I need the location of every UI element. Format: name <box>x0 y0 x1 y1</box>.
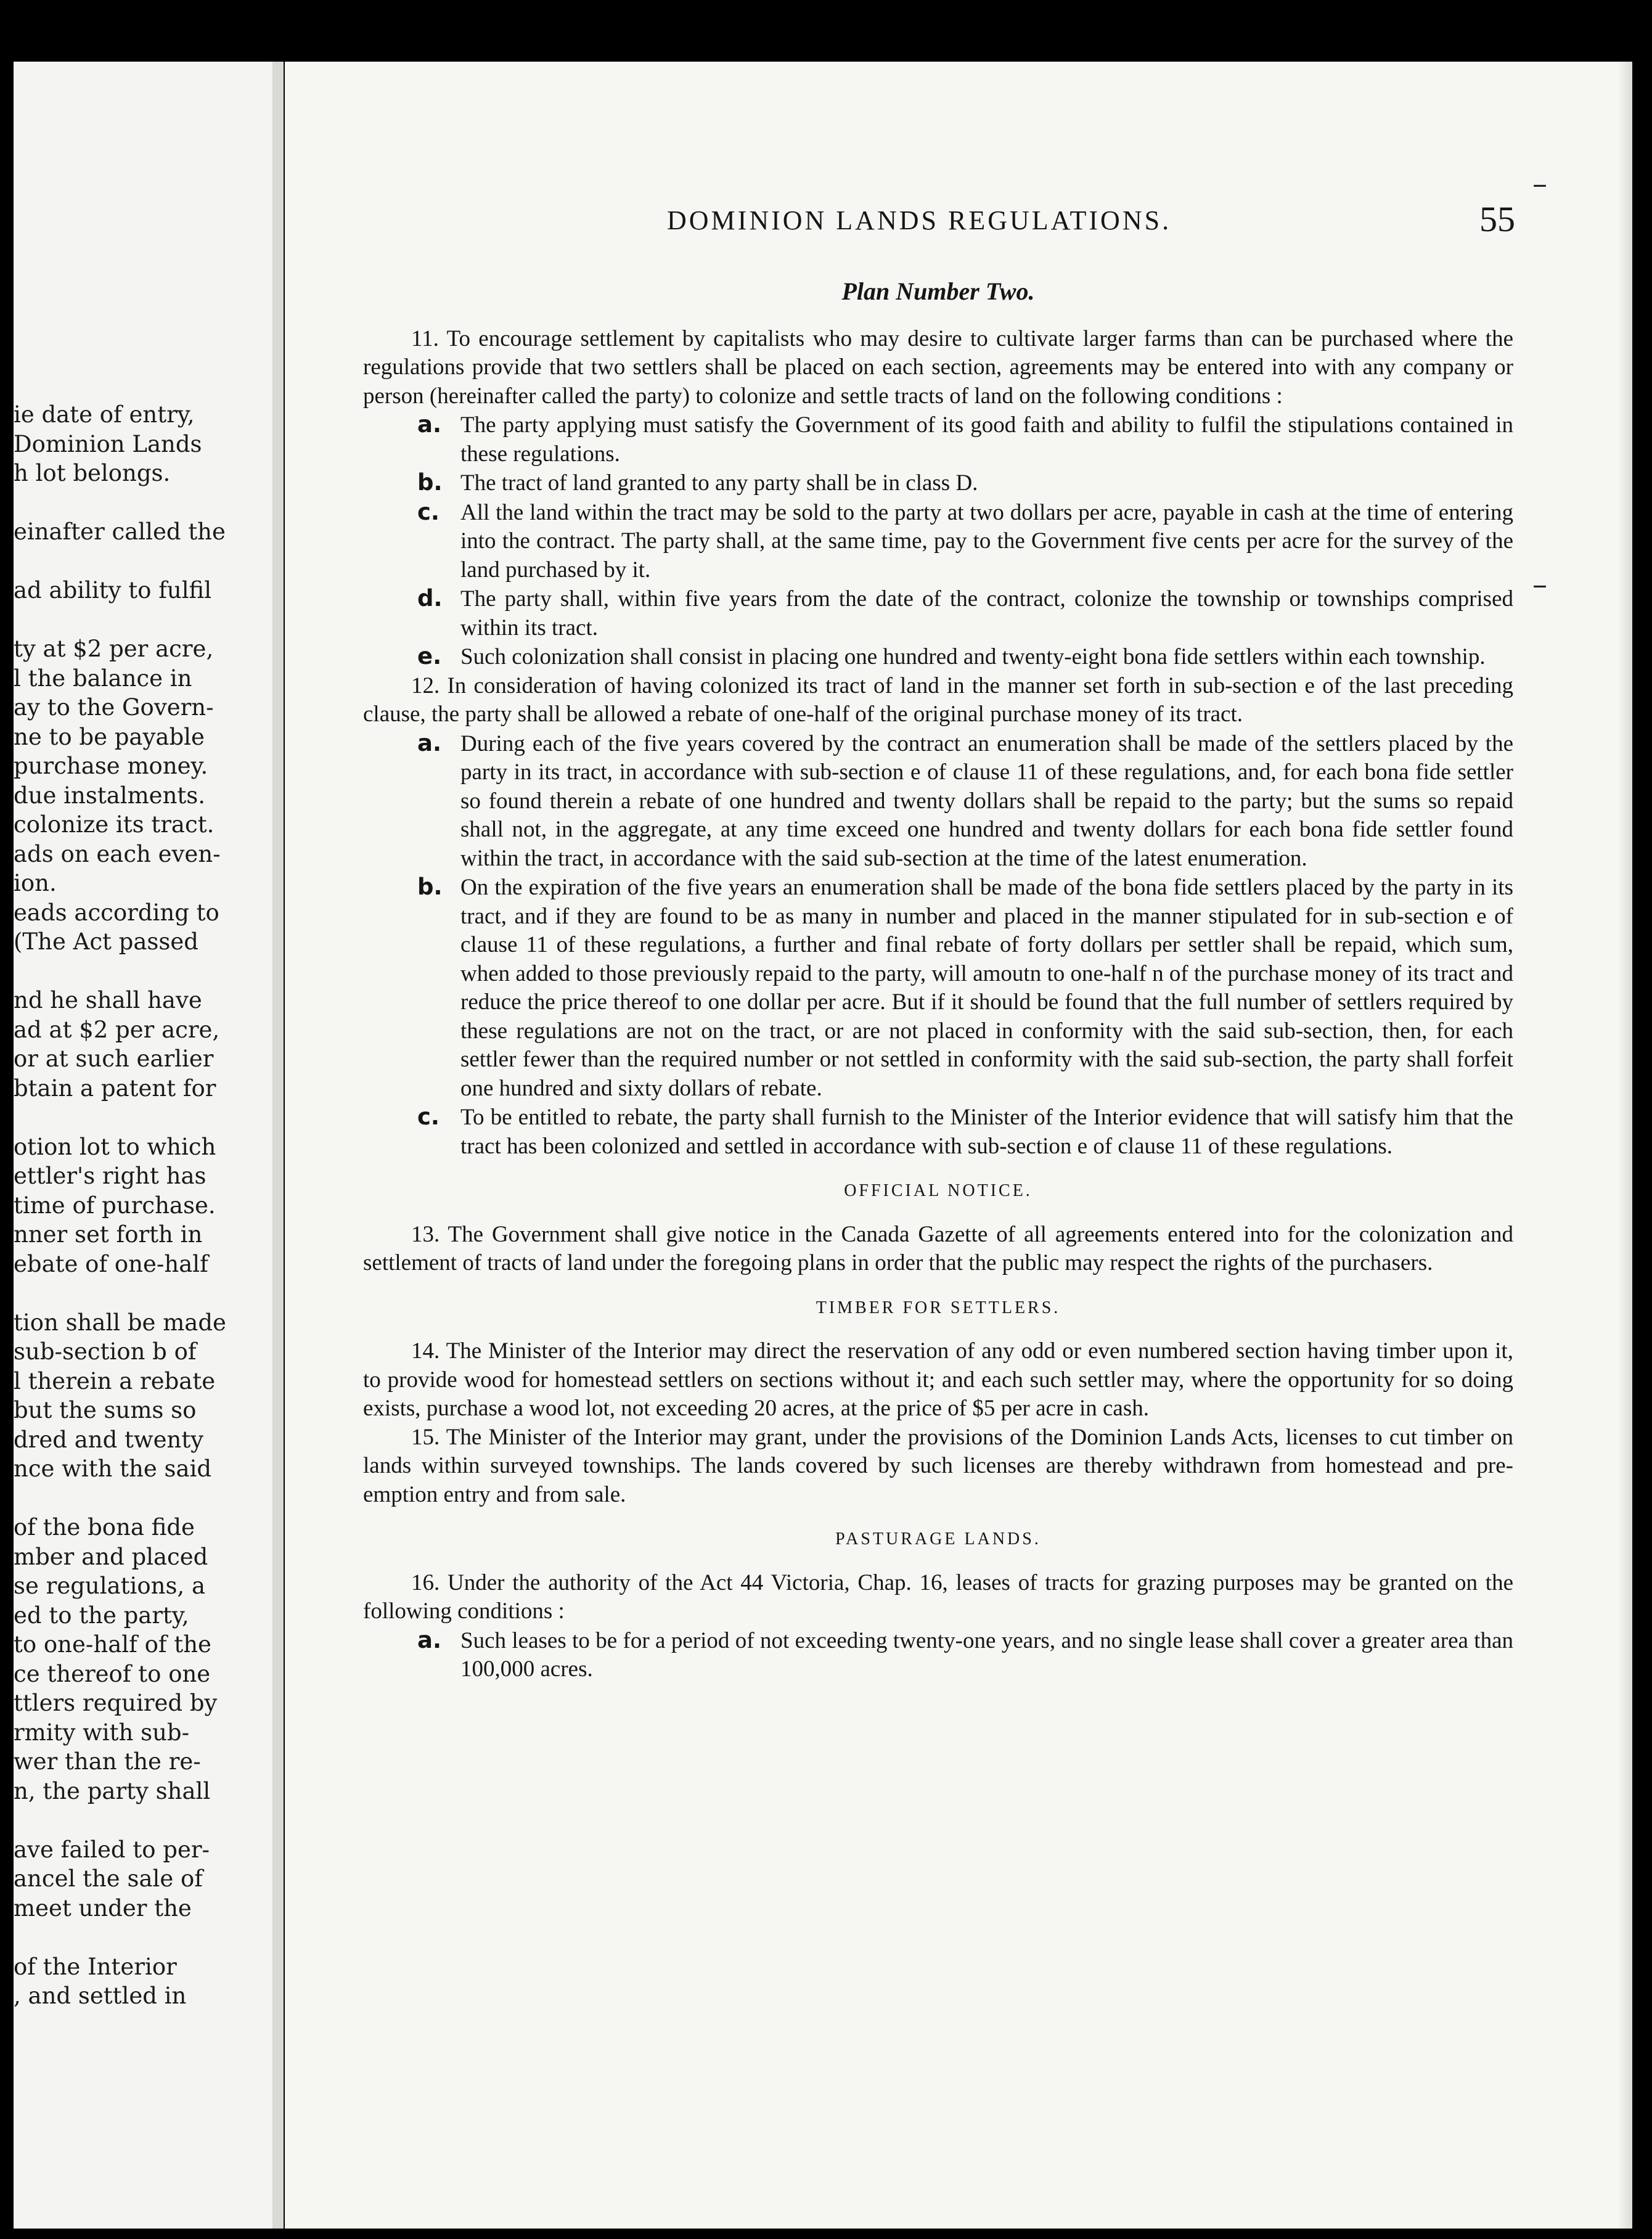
left-page-fragment: ce thereof to one <box>14 1660 211 1687</box>
clause-13: 13. The Government shall give notice in the Canada Gazette of all agreements entered into for the colonization and settlement of tracts of land under the foregoing plans in order that the public may respect the rights of the purchasers. <box>363 1221 1513 1275</box>
item-mark: a. <box>417 729 442 756</box>
left-page-fragment: meet under the <box>14 1894 192 1922</box>
right-page <box>285 62 1632 2229</box>
left-page-fragment: l the balance in <box>14 665 192 692</box>
margin-mark: – <box>1532 166 1547 201</box>
left-page-fragment: nd he shall have <box>14 987 202 1013</box>
left-page-fragment: einafter called the <box>14 518 226 545</box>
left-page-fragment: ty at $2 per acre, <box>14 636 214 662</box>
item-text: The tract of land granted to any party shall be in class D. <box>460 470 978 496</box>
clause-12-item <box>363 873 1513 1103</box>
clause-12: 12. In consideration of having colonized its tract of land in the manner set forth in sub-section e of the last preceding clause, the party shall be allowed a rebate of one-half of the original purchase money of its tract. <box>363 673 1513 727</box>
clause-15: 15. The Minister of the Interior may grant, under the provisions of the Dominion Lands Acts, licenses to cut timber on lands within surveyed townships. The lands covered by such licenses are thereby withdrawn from homestead and pre-emption entry and from sale. <box>363 1424 1513 1507</box>
left-page-fragment: ion. <box>14 870 57 896</box>
item-mark: a. <box>417 411 442 438</box>
item-text: On the expiration of the five years an enumeration shall be made of the bona fide settlers placed by the party in its tract, and if they are found to be as many in number and placed in the manner stipulated for in sub-section e of clause 11 of these regulations, a further and final rebate of forty dollars per settler shall be repaid, which sum, when added to those previously repaid to the party, will amoutn to one-half n of the purchase money of its tract and reduce the price thereof to one dollar per acre. But if it should be found that the full number of settlers required by these regulations are not on the tract, or are not placed in conformity with the said sub-section, then, for each settler fewer than the required number or not settled in conformity with the said sub-section, the party shall forfeit one hundred and sixty dollars of rebate. <box>460 875 1513 1101</box>
left-page-fragment: colonize its tract. <box>14 811 215 838</box>
item-mark: c. <box>417 1103 440 1130</box>
left-page-fragment: h lot belongs. <box>14 460 171 486</box>
item-mark: b. <box>417 469 443 496</box>
left-page-fragment: ay to the Govern- <box>14 694 214 721</box>
clause-11-item <box>363 584 1513 642</box>
left-page-fragment: due instalments. <box>14 782 206 809</box>
item-text: The party shall, within five years from the date of the contract, colonize the township or townships comprised within its tract. <box>460 586 1513 641</box>
clause-14: 14. The Minister of the Interior may direct the reservation of any odd or even numbered section having timber upon it, to provide wood for homestead settlers on sections without it; and each such settler may, where the opportunity for so doing exists, purchase a wood lot, not exceeding 20 acres, at the price of $5 per acre in cash. <box>363 1338 1513 1421</box>
page-body <box>363 277 1513 1684</box>
plan-heading: Plan Number Two. <box>841 277 1035 305</box>
left-page-fragment: n, the party shall <box>14 1777 211 1804</box>
left-page-fragment: time of purchase. <box>14 1192 216 1219</box>
left-page-fragment: of the Interior <box>14 1953 177 1980</box>
clause-11-item <box>363 411 1513 469</box>
left-page-fragment: ave failed to per- <box>14 1836 210 1863</box>
clause-11: 11. To encourage settlement by capitalists who may desire to cultivate larger farms than can be purchased where the regulations provide that two settlers shall be placed on each section, agreements may be entered into with any company or person (hereinafter called the party) to colonize and settle tracts of land on the following conditions : <box>363 325 1513 409</box>
left-page-fragment: , and settled in <box>14 1983 187 2009</box>
left-page-fragment: tion shall be made <box>14 1309 226 1336</box>
clause-11-item <box>363 498 1513 585</box>
left-page-fragment: wer than the re- <box>14 1748 201 1775</box>
clause-12-items <box>363 729 1513 1161</box>
left-page-fragment: ads on each even- <box>14 840 221 867</box>
item-text: Such colonization shall consist in placing one hundred and twenty-eight bona fide settlers within each township. <box>460 644 1486 669</box>
left-page-fragment: nce with the said <box>14 1455 212 1482</box>
item-mark: d. <box>417 585 443 612</box>
clause-11-item <box>363 469 1513 498</box>
left-page-fragment: but the sums so <box>14 1397 197 1423</box>
clause-11-items <box>363 411 1513 672</box>
left-page-fragment: otion lot to which <box>14 1133 216 1160</box>
left-page-fragment: eads according to <box>14 899 219 926</box>
left-page-fragment: of the bona fide <box>14 1514 195 1541</box>
clause-11-item <box>363 642 1513 672</box>
left-page-fragment: rmity with sub- <box>14 1719 190 1746</box>
pasturage-heading: PASTURAGE LANDS. <box>835 1529 1041 1549</box>
left-page-fragment: ad at $2 per acre, <box>14 1016 220 1043</box>
left-page-fragment: ebate of one-half <box>14 1250 208 1277</box>
item-text: During each of the five years covered by the contract an enumeration shall be made of the settlers placed by the party in its tract, in accordance with sub-section e of clause 11 of these regulations, and, for each bona fide settler so found therein a rebate of one hundred and twenty dollars shall be repaid to the party; but the sums so repaid shall not, in the aggregate, at any time exceed one hundred and twenty dollars for each bona fide settler found within the tract, in accordance with the said sub-section at the time of the latest enumeration. <box>460 731 1513 871</box>
left-page-fragment: ttlers required by <box>14 1690 218 1716</box>
left-page-fragment: mber and placed <box>14 1543 208 1570</box>
clause-16: 16. Under the authority of the Act 44 Victoria, Chap. 16, leases of tracts for grazing purposes may be granted on the following conditions : <box>363 1570 1513 1624</box>
left-page-fragment: to one-half of the <box>14 1631 211 1658</box>
item-text: The party applying must satisfy the Government of its good faith and ability to fulfil the stipulations contained in these regulations. <box>460 412 1513 467</box>
clause-12-item <box>363 1103 1513 1161</box>
item-mark: e. <box>417 643 442 669</box>
left-page-fragment: ie date of entry, <box>14 401 195 428</box>
left-page <box>14 62 274 2229</box>
left-page-fragment: (The Act passed <box>14 928 198 955</box>
left-page-fragment: dred and twenty <box>14 1426 204 1453</box>
item-mark: c. <box>417 498 440 525</box>
item-text: Such leases to be for a period of not exceeding twenty-one years, and no single lease shall cover a greater area than 100,000 acres. <box>460 1627 1513 1682</box>
left-page-fragment: btain a patent for <box>14 1074 216 1102</box>
item-text: All the land within the tract may be sold to the party at two dollars per acre, payable in cash at the time of entering into the contract. The party shall, at the same time, pay to the Government five cents per acre for the survey of the land purchased by it. <box>460 499 1513 583</box>
clause-12-item <box>363 729 1513 874</box>
left-page-fragment: or at such earlier <box>14 1046 214 1072</box>
page-gutter <box>274 62 284 2229</box>
left-page-fragment: Dominion Lands <box>14 430 202 457</box>
timber-heading: TIMBER FOR SETTLERS. <box>816 1298 1061 1317</box>
left-page-fragment: ettler's right has <box>14 1163 206 1189</box>
official-notice-heading: OFFICIAL NOTICE. <box>844 1181 1032 1200</box>
clause-16-item <box>363 1626 1513 1684</box>
item-mark: b. <box>417 874 443 900</box>
page-number: 55 <box>1479 199 1515 239</box>
left-page-fragment: ancel the sale of <box>14 1865 203 1892</box>
left-page-fragment: ne to be payable <box>14 723 205 750</box>
left-page-fragment: ed to the party, <box>14 1602 189 1629</box>
left-page-fragment: l therein a rebate <box>14 1367 216 1394</box>
left-page-fragment: ad ability to fulfil <box>14 577 212 604</box>
left-page-fragment: sub-section b of <box>14 1338 197 1365</box>
left-page-fragment: purchase money. <box>14 753 208 779</box>
running-head: DOMINION LANDS REGULATIONS. <box>667 205 1172 235</box>
item-text: To be entitled to rebate, the party shall furnish to the Minister of the Interior evidence that will satisfy him that the tract has been colonized and settled in accordance with sub-section e of clause 11 of these regulations. <box>460 1105 1513 1159</box>
margin-mark: – <box>1532 567 1547 602</box>
left-page-fragment: se regulations, a <box>14 1573 206 1599</box>
left-page-fragment: nner set forth in <box>14 1221 203 1248</box>
item-mark: a. <box>417 1626 442 1653</box>
